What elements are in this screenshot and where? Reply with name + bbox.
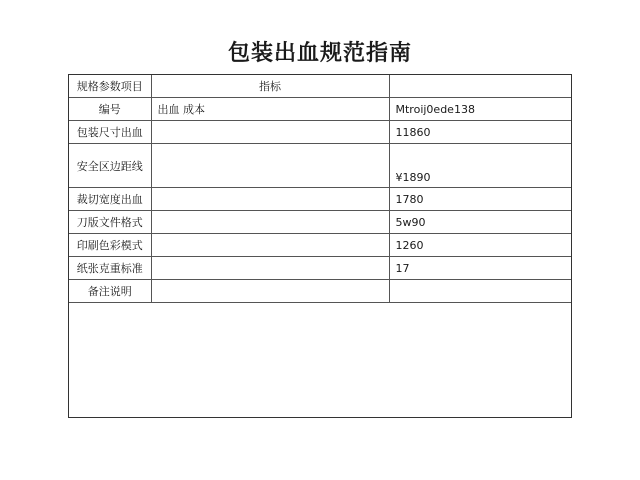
row-mid <box>151 280 389 303</box>
header-mid-cell: 指标 <box>151 75 389 98</box>
table-row <box>69 98 571 121</box>
row-label: 刀版文件格式 <box>69 211 151 234</box>
row-label: 包装尺寸出血 <box>69 121 151 144</box>
row-mid <box>151 234 389 257</box>
row-mid <box>151 144 389 188</box>
row-mid <box>151 188 389 211</box>
header-value-cell <box>389 75 571 98</box>
row-mid <box>151 211 389 234</box>
header-label-cell: 规格参数项目 <box>69 75 151 98</box>
row-value <box>389 280 571 303</box>
row-value: 1780 <box>389 188 571 211</box>
table-row <box>69 211 571 234</box>
row-value: 5w90 <box>389 211 571 234</box>
row-value: ¥1890 <box>389 144 571 188</box>
table-header-row <box>69 75 571 98</box>
row-label: 印刷色彩模式 <box>69 234 151 257</box>
table-row <box>69 280 571 303</box>
row-label: 纸张克重标准 <box>69 257 151 280</box>
row-value: Mtroij0ede138 <box>389 98 571 121</box>
row-mid <box>151 257 389 280</box>
table-row <box>69 234 571 257</box>
table-row <box>69 121 571 144</box>
row-label: 备注说明 <box>69 280 151 303</box>
row-value: 11860 <box>389 121 571 144</box>
row-value: 1260 <box>389 234 571 257</box>
document-title: 包装出血规范指南 <box>227 41 412 66</box>
row-mid: 出血 成本 <box>151 98 389 121</box>
row-label: 编号 <box>69 98 151 121</box>
table-row <box>69 144 571 188</box>
row-label: 裁切宽度出血 <box>69 188 151 211</box>
spec-form <box>68 74 572 418</box>
spec-table <box>69 75 571 303</box>
row-value: 17 <box>389 257 571 280</box>
row-label: 安全区边距线 <box>69 144 151 188</box>
row-mid <box>151 121 389 144</box>
table-row <box>69 257 571 280</box>
table-row <box>69 188 571 211</box>
